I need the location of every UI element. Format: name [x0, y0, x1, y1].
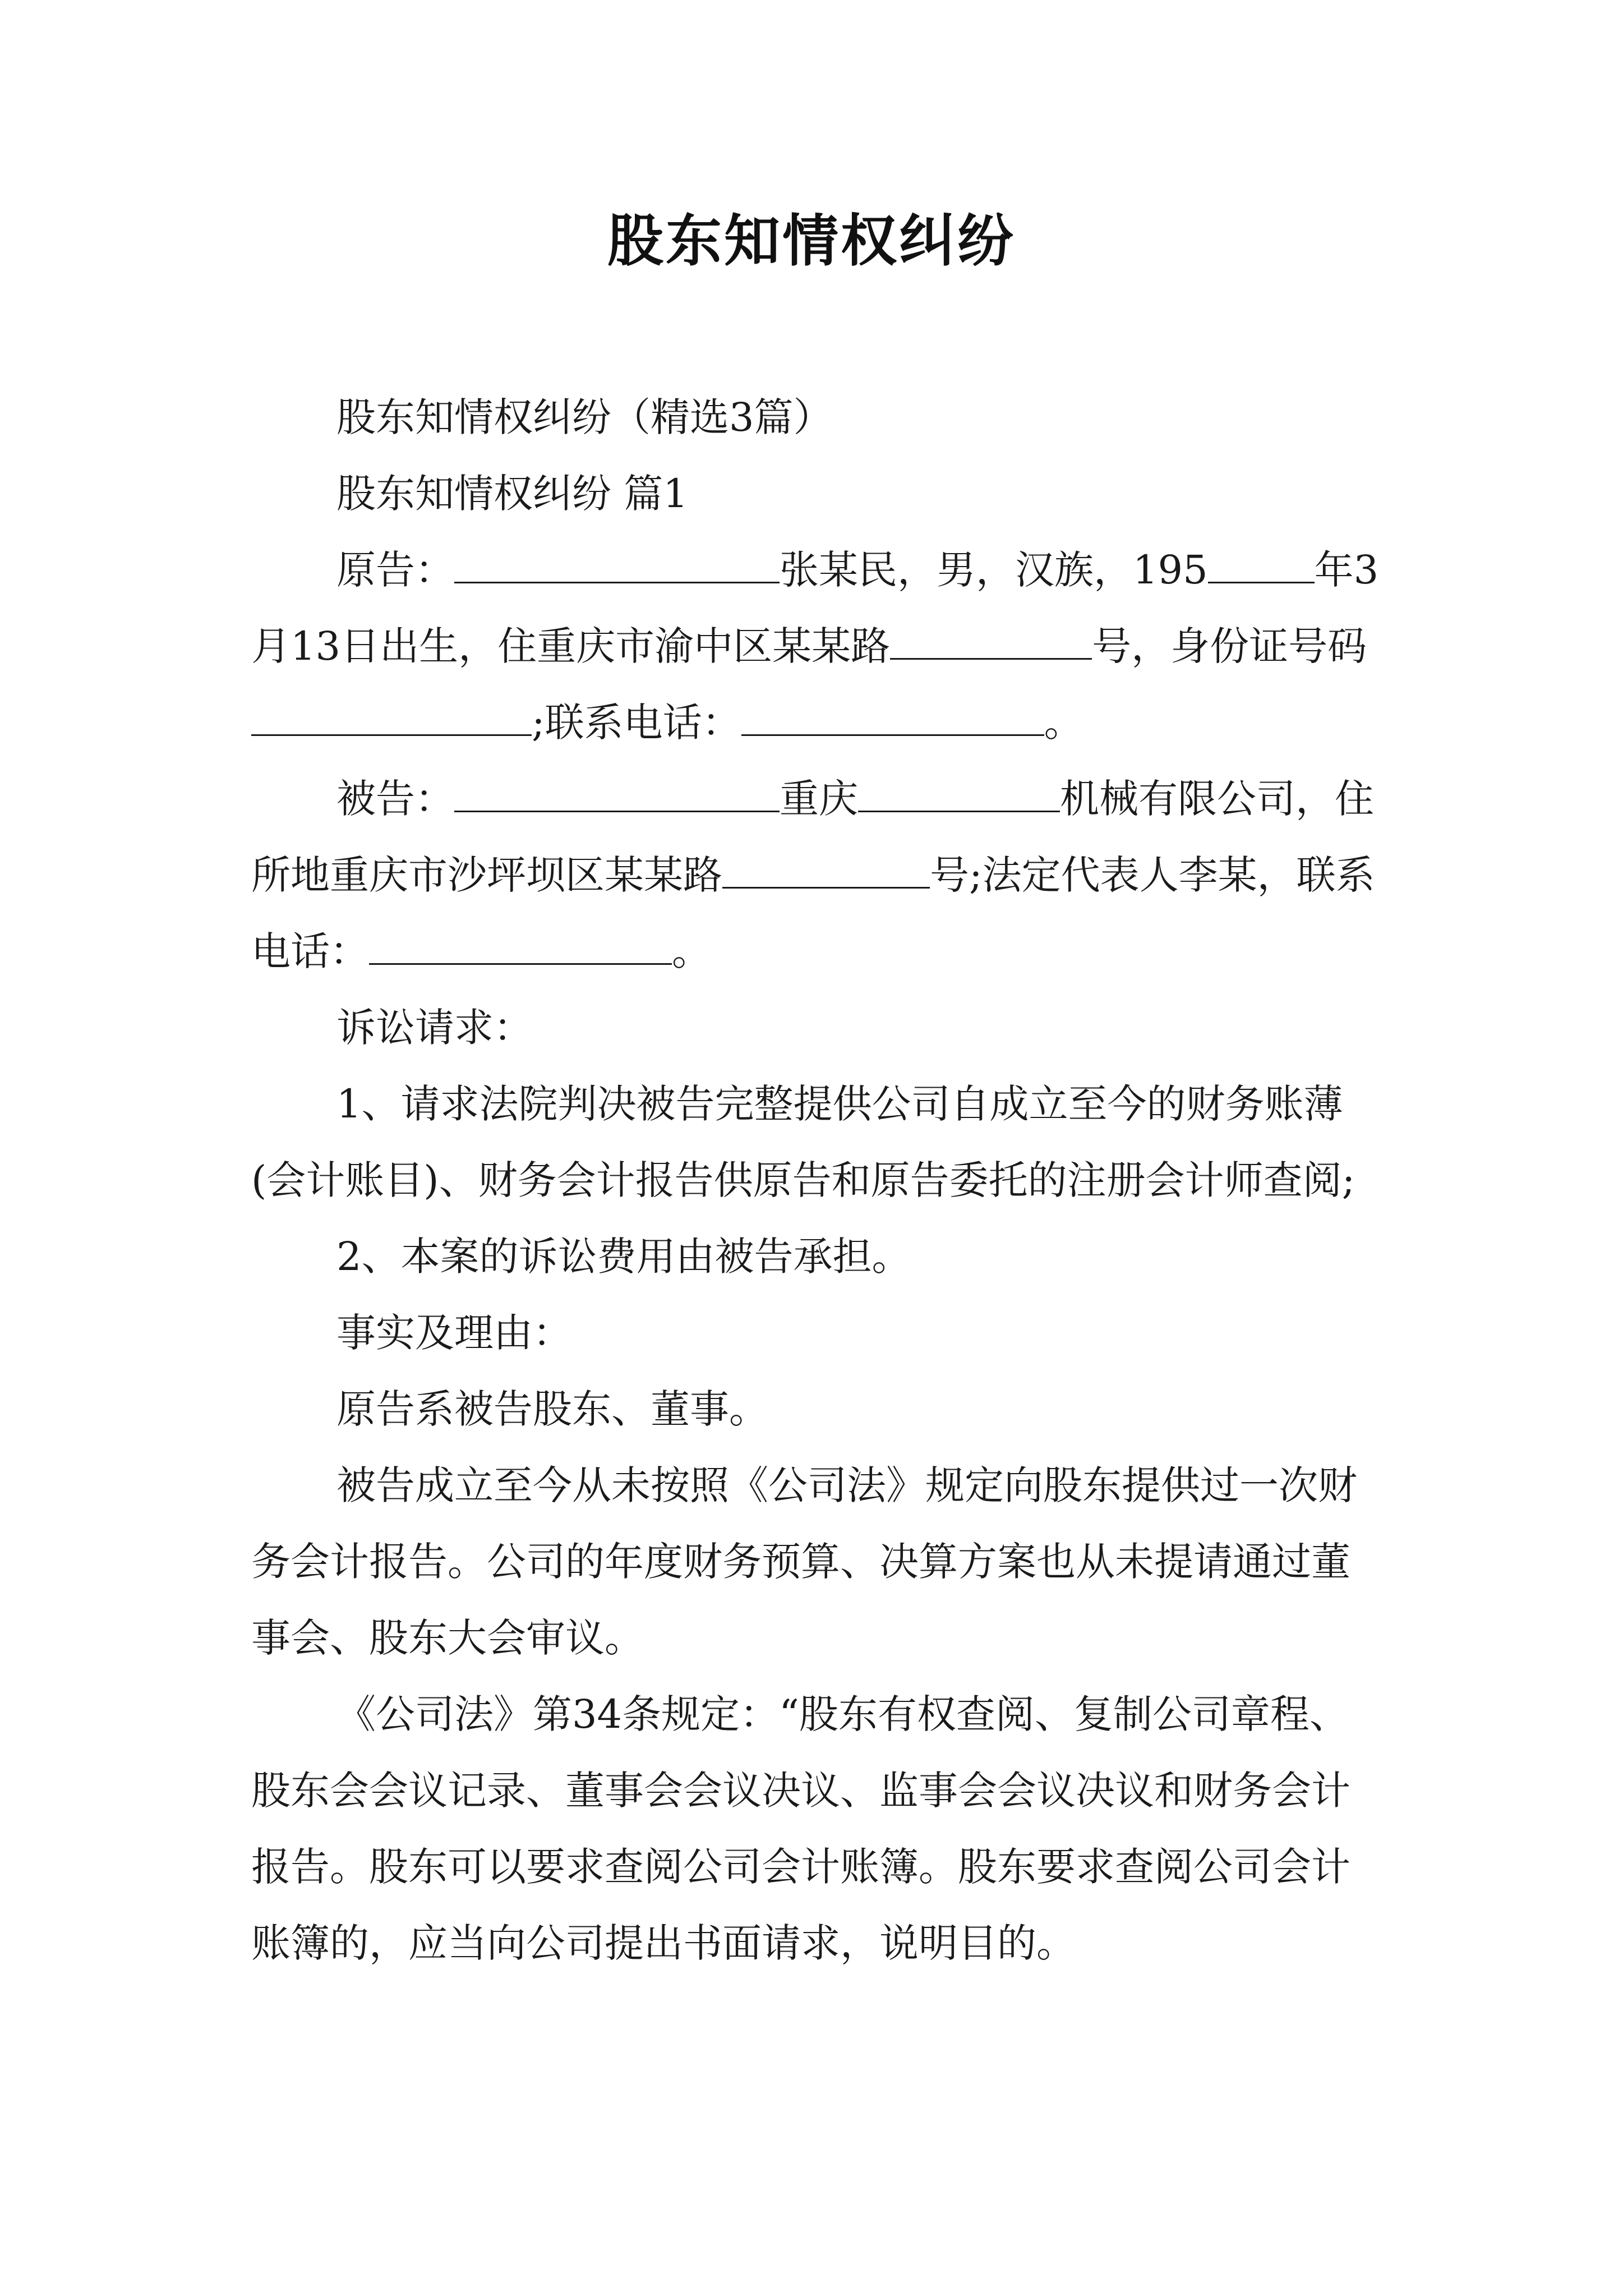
facts-paragraph: 原告系被告股东、董事。 — [336, 1386, 768, 1432]
blank-line — [454, 776, 780, 812]
defendant-text-c: 号;法定代表人李某，联系电话： — [251, 852, 1375, 974]
blank-line — [369, 928, 672, 965]
facts-paragraph: 《公司法》第34条规定：“股东有权查阅、复制公司章程、股东会会议记录、董事会会议决议、监事会会议决议和财务会计报告。股东可以要求查阅公司会计账簿。股东要求查阅公司会计账簿的，应当向公司提出书面请求，说明目的。 — [251, 1691, 1350, 1966]
claim-item: 2、本案的诉讼费用由被告承担。 — [336, 1234, 911, 1280]
defendant-text-a: 重庆 — [780, 776, 858, 822]
defendant-text-b: 机械有限公司，住所地重庆市沙坪坝区某某路 — [251, 776, 1374, 898]
document-body — [251, 379, 1384, 1981]
plaintiff-paragraph — [251, 532, 1384, 761]
blank-line — [890, 623, 1092, 660]
blank-line — [741, 700, 1044, 736]
plaintiff-text-c: 号，身份证号码 — [1092, 623, 1367, 669]
facts-heading: 事实及理由： — [336, 1310, 572, 1356]
blank-line — [858, 776, 1060, 812]
plaintiff-text-d: ;联系电话： — [532, 700, 741, 746]
defendant-text-d: 。 — [672, 928, 711, 974]
blank-line — [1208, 547, 1315, 583]
subtitle: 股东知情权纠纷（精选3篇） — [336, 394, 833, 440]
plaintiff-text-a: 张某民，男，汉族，195 — [780, 547, 1208, 593]
section-heading: 股东知情权纠纷 篇1 — [336, 471, 688, 517]
defendant-paragraph — [251, 761, 1384, 990]
document-title: 股东知情权纠纷 — [607, 208, 1016, 274]
blank-line — [454, 547, 780, 583]
claims-heading: 诉讼请求： — [336, 1005, 533, 1051]
blank-line — [251, 700, 532, 736]
facts-paragraph: 被告成立至今从未按照《公司法》规定向股东提供过一次财务会计报告。公司的年度财务预算、决算方案也从未提请通过董事会、股东大会审议。 — [251, 1462, 1357, 1661]
defendant-label: 被告： — [336, 776, 454, 822]
blank-line — [722, 852, 930, 889]
plaintiff-text-e: 。 — [1044, 700, 1083, 746]
plaintiff-text-b: 年3月13日出生，住重庆市渝中区某某路 — [251, 547, 1379, 669]
plaintiff-label: 原告： — [336, 547, 454, 593]
claim-item: 1、请求法院判决被告完整提供公司自成立至今的财务账薄(会计账目)、财务会计报告供原告和原告委托的注册会计师查阅; — [251, 1081, 1355, 1203]
